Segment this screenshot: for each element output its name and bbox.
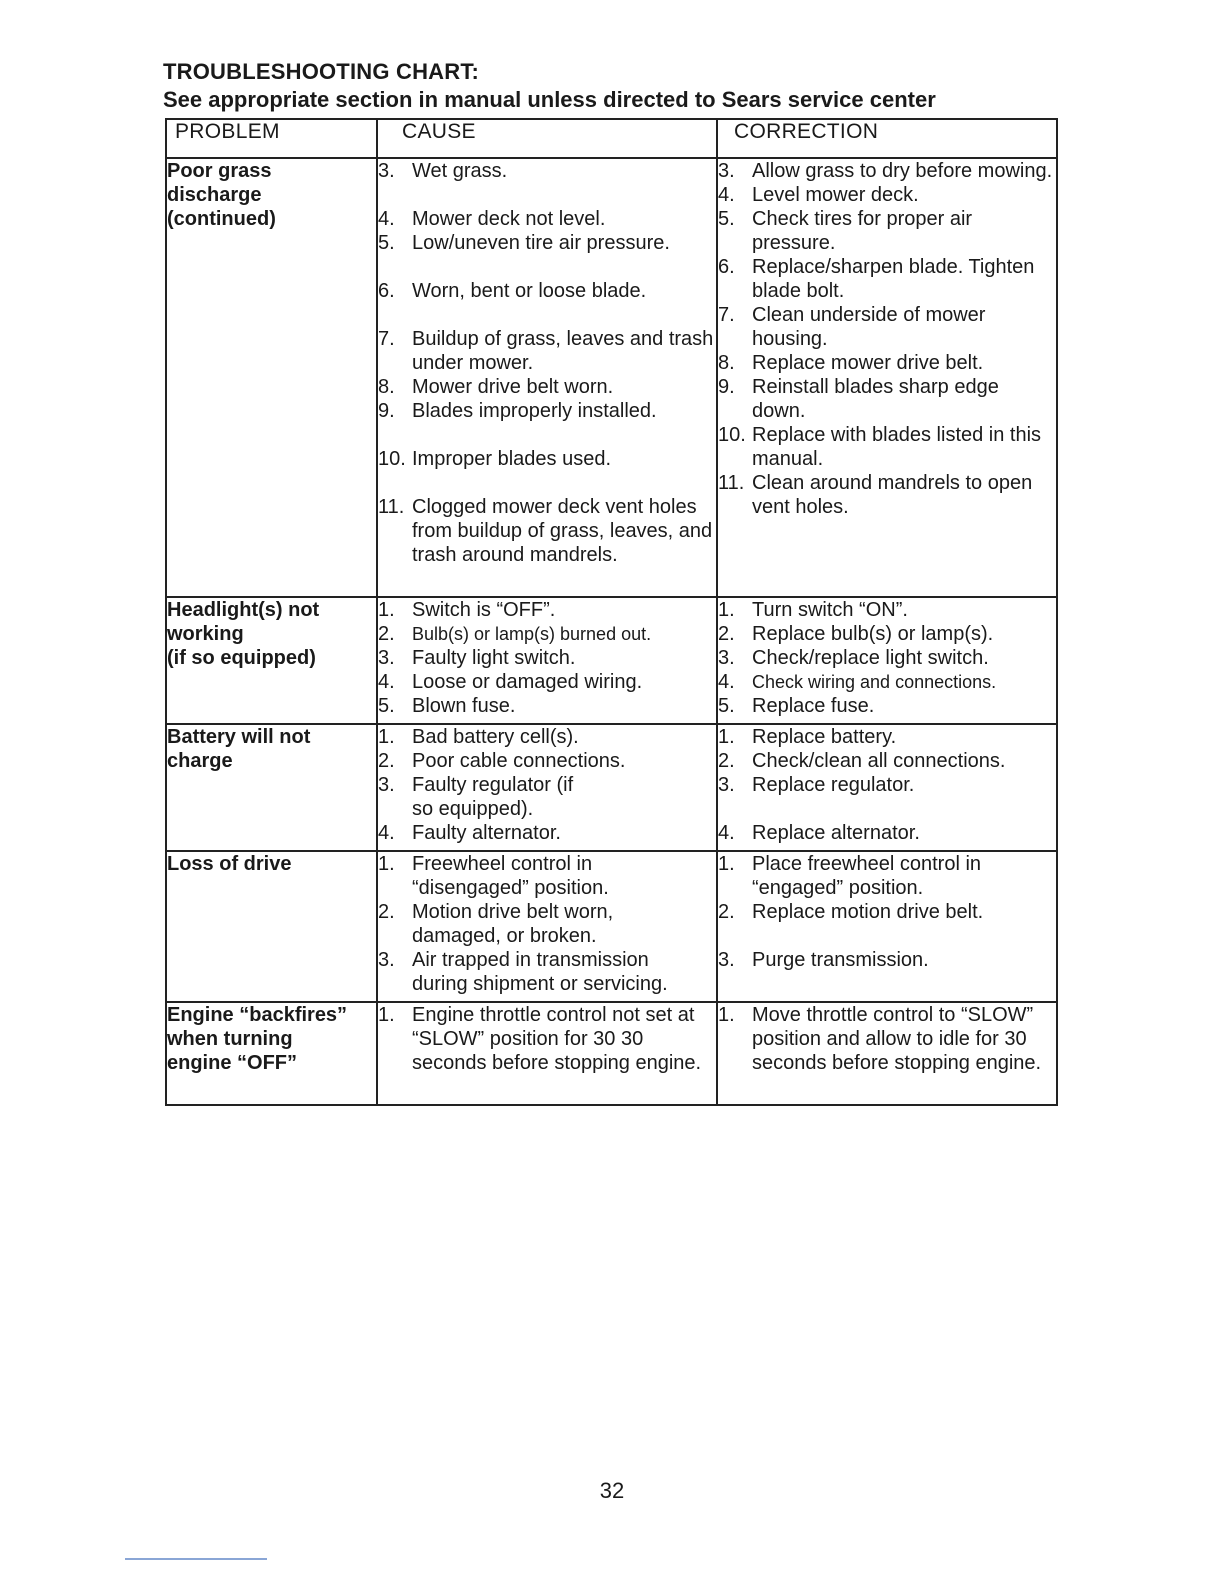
item-number: 3. bbox=[718, 774, 735, 796]
cause-item bbox=[378, 670, 716, 694]
cause-cell bbox=[377, 1002, 717, 1105]
cause-item bbox=[378, 598, 716, 622]
item-text: Clogged mower deck vent holes from buildup of grass, leaves, and trash around mandrels. bbox=[412, 496, 713, 566]
item-number: 3. bbox=[718, 949, 735, 971]
item-number: 8. bbox=[378, 376, 395, 398]
item-number: 4. bbox=[378, 208, 395, 230]
item-number: 1. bbox=[378, 599, 395, 621]
correction-item bbox=[718, 773, 1056, 797]
item-text: Replace mower drive belt. bbox=[752, 352, 984, 374]
item-text: Check/clean all connections. bbox=[752, 750, 1006, 772]
item-text: Place freewheel control in “engaged” position. bbox=[752, 853, 982, 899]
problem-line: Engine “backfires” bbox=[167, 1004, 348, 1026]
cause-item bbox=[378, 773, 716, 821]
cause-item bbox=[378, 821, 716, 845]
item-number: 10. bbox=[718, 424, 746, 446]
item-text: Poor cable connections. bbox=[412, 750, 626, 772]
item-text: Allow grass to dry before mowing. bbox=[752, 160, 1053, 182]
item-text: Clean around mandrels to open vent holes. bbox=[752, 472, 1033, 518]
cause-item bbox=[378, 622, 716, 646]
item-number: 5. bbox=[718, 695, 735, 717]
item-text: Air trapped in transmission during shipment or servicing. bbox=[412, 949, 668, 995]
item-text: Replace battery. bbox=[752, 726, 897, 748]
correction-item bbox=[718, 852, 1056, 900]
item-text: Low/uneven tire air pressure. bbox=[412, 232, 670, 254]
correction-item bbox=[718, 375, 1056, 423]
item-number: 7. bbox=[378, 328, 395, 350]
item-number: 2. bbox=[378, 623, 395, 645]
item-text: Level mower deck. bbox=[752, 184, 919, 206]
item-number: 11. bbox=[718, 472, 745, 494]
item-text: Reinstall blades sharp edge down. bbox=[752, 376, 999, 422]
problem-line: Headlight(s) not bbox=[167, 599, 320, 621]
problem-line: Battery will not bbox=[167, 726, 311, 748]
page-title: TROUBLESHOOTING CHART: bbox=[163, 59, 480, 84]
table-row bbox=[166, 851, 1057, 1002]
item-number: 3. bbox=[718, 647, 735, 669]
item-text: Replace bulb(s) or lamp(s). bbox=[752, 623, 994, 645]
item-text: Turn switch “ON”. bbox=[752, 599, 908, 621]
item-text: Bulb(s) or lamp(s) burned out. bbox=[412, 624, 652, 644]
correction-cell bbox=[717, 851, 1057, 1002]
table-row bbox=[166, 158, 1057, 597]
page-number: 32 bbox=[599, 1478, 625, 1503]
item-text: Freewheel control in “disengaged” position. bbox=[412, 853, 609, 899]
problem-line: Loss of drive bbox=[167, 853, 292, 875]
problem-line: charge bbox=[167, 750, 233, 772]
correction-item bbox=[718, 303, 1056, 351]
item-number: 3. bbox=[378, 647, 395, 669]
problem-line: (continued) bbox=[167, 208, 276, 230]
item-number: 8. bbox=[718, 352, 735, 374]
cause-item bbox=[378, 399, 716, 423]
item-number: 2. bbox=[718, 901, 735, 923]
chart-heading bbox=[163, 58, 1063, 114]
column-header-problem: PROBLEM bbox=[166, 119, 377, 158]
table-header-row bbox=[166, 119, 1057, 158]
item-text: Replace alternator. bbox=[752, 822, 920, 844]
correction-item bbox=[718, 423, 1056, 471]
cause-item bbox=[378, 948, 716, 996]
item-number: 5. bbox=[378, 695, 395, 717]
item-text: Check tires for proper air pressure. bbox=[752, 208, 973, 254]
item-number: 1. bbox=[718, 853, 735, 875]
table-row bbox=[166, 1002, 1057, 1105]
cause-cell bbox=[377, 158, 717, 597]
problem-cell bbox=[166, 597, 377, 724]
correction-cell bbox=[717, 724, 1057, 851]
item-number: 6. bbox=[378, 280, 395, 302]
item-number: 5. bbox=[378, 232, 395, 254]
cause-item bbox=[378, 749, 716, 773]
item-number: 2. bbox=[378, 901, 395, 923]
item-number: 3. bbox=[378, 160, 395, 182]
cause-item bbox=[378, 447, 716, 471]
correction-item bbox=[718, 646, 1056, 670]
item-text: Replace with blades listed in this manual. bbox=[752, 424, 1042, 470]
item-text: Switch is “OFF”. bbox=[412, 599, 556, 621]
item-number: 2. bbox=[378, 750, 395, 772]
item-number: 1. bbox=[718, 599, 735, 621]
cause-item bbox=[378, 495, 716, 567]
item-number: 4. bbox=[718, 184, 735, 206]
cause-item bbox=[378, 900, 716, 948]
item-text: Engine throttle control not set at “SLOW” position for 30 30 seconds before stopping engine. bbox=[412, 1004, 702, 1074]
cause-item bbox=[378, 852, 716, 900]
item-text: Faulty regulator (if so equipped). bbox=[412, 774, 574, 820]
correction-item bbox=[718, 471, 1056, 519]
cause-item bbox=[378, 327, 716, 375]
problem-cell bbox=[166, 158, 377, 597]
problem-line: (if so equipped) bbox=[167, 647, 316, 669]
item-text: Improper blades used. bbox=[412, 448, 612, 470]
item-text: Worn, bent or loose blade. bbox=[412, 280, 647, 302]
problem-cell bbox=[166, 851, 377, 1002]
problem-cell bbox=[166, 1002, 377, 1105]
item-number: 4. bbox=[718, 671, 735, 693]
cause-item bbox=[378, 694, 716, 718]
problem-cell bbox=[166, 724, 377, 851]
item-number: 4. bbox=[718, 822, 735, 844]
item-number: 1. bbox=[378, 853, 395, 875]
item-text: Bad battery cell(s). bbox=[412, 726, 579, 748]
item-text: Replace/sharpen blade. Tighten blade bolt. bbox=[752, 256, 1035, 302]
correction-item bbox=[718, 900, 1056, 924]
cause-cell bbox=[377, 724, 717, 851]
item-number: 3. bbox=[378, 949, 395, 971]
correction-item bbox=[718, 207, 1056, 255]
item-text: Move throttle control to “SLOW” position and allow to idle for 30 seconds before stopping engine. bbox=[752, 1004, 1042, 1074]
cause-item bbox=[378, 1003, 716, 1075]
cause-item bbox=[378, 279, 716, 303]
item-text: Check/replace light switch. bbox=[752, 647, 989, 669]
item-number: 9. bbox=[378, 400, 395, 422]
page-subtitle: See appropriate section in manual unless directed to Sears service center bbox=[163, 87, 936, 112]
item-text: Mower deck not level. bbox=[412, 208, 606, 230]
item-text: Replace regulator. bbox=[752, 774, 915, 796]
item-text: Replace motion drive belt. bbox=[752, 901, 984, 923]
correction-item bbox=[718, 183, 1056, 207]
column-header-correction: CORRECTION bbox=[717, 119, 1057, 158]
cause-item bbox=[378, 646, 716, 670]
item-text: Blades improperly installed. bbox=[412, 400, 657, 422]
problem-line: when turning bbox=[167, 1028, 293, 1050]
item-number: 3. bbox=[378, 774, 395, 796]
troubleshooting-table bbox=[165, 118, 1058, 1106]
item-text: Buildup of grass, leaves and trash under mower. bbox=[412, 328, 714, 374]
item-text: Replace fuse. bbox=[752, 695, 875, 717]
item-text: Check wiring and connections. bbox=[752, 672, 997, 692]
item-number: 7. bbox=[718, 304, 735, 326]
problem-line: discharge bbox=[167, 184, 262, 206]
item-number: 11. bbox=[378, 496, 405, 518]
correction-item bbox=[718, 1003, 1056, 1075]
cause-item bbox=[378, 375, 716, 399]
item-text: Faulty light switch. bbox=[412, 647, 576, 669]
item-number: 9. bbox=[718, 376, 735, 398]
item-number: 10. bbox=[378, 448, 406, 470]
item-number: 1. bbox=[378, 1004, 395, 1026]
item-number: 2. bbox=[718, 623, 735, 645]
item-number: 5. bbox=[718, 208, 735, 230]
correction-item bbox=[718, 694, 1056, 718]
cause-cell bbox=[377, 597, 717, 724]
problem-line: Poor grass bbox=[167, 160, 272, 182]
problem-line: engine “OFF” bbox=[167, 1052, 297, 1074]
correction-item bbox=[718, 749, 1056, 773]
item-text: Loose or damaged wiring. bbox=[412, 671, 643, 693]
column-header-cause: CAUSE bbox=[377, 119, 717, 158]
correction-item bbox=[718, 670, 1056, 694]
item-text: Purge transmission. bbox=[752, 949, 929, 971]
cause-item bbox=[378, 231, 716, 255]
correction-item bbox=[718, 622, 1056, 646]
correction-item bbox=[718, 948, 1056, 972]
correction-item bbox=[718, 255, 1056, 303]
correction-cell bbox=[717, 1002, 1057, 1105]
item-text: Clean underside of mower housing. bbox=[752, 304, 986, 350]
correction-cell bbox=[717, 158, 1057, 597]
problem-line: working bbox=[167, 623, 244, 645]
item-number: 6. bbox=[718, 256, 735, 278]
cause-item bbox=[378, 159, 716, 183]
item-text: Faulty alternator. bbox=[412, 822, 561, 844]
correction-item bbox=[718, 159, 1056, 183]
cause-cell bbox=[377, 851, 717, 1002]
cause-item bbox=[378, 725, 716, 749]
cause-item bbox=[378, 207, 716, 231]
item-text: Mower drive belt worn. bbox=[412, 376, 614, 398]
correction-item bbox=[718, 725, 1056, 749]
item-number: 1. bbox=[718, 1004, 735, 1026]
item-number: 4. bbox=[378, 671, 395, 693]
correction-item bbox=[718, 821, 1056, 845]
correction-item bbox=[718, 351, 1056, 375]
item-number: 2. bbox=[718, 750, 735, 772]
item-text: Blown fuse. bbox=[412, 695, 516, 717]
item-text: Wet grass. bbox=[412, 160, 508, 182]
item-number: 1. bbox=[718, 726, 735, 748]
item-number: 3. bbox=[718, 160, 735, 182]
footer-divider bbox=[125, 1558, 267, 1560]
correction-cell bbox=[717, 597, 1057, 724]
item-number: 4. bbox=[378, 822, 395, 844]
item-number: 1. bbox=[378, 726, 395, 748]
table-row bbox=[166, 597, 1057, 724]
item-text: Motion drive belt worn, damaged, or broken. bbox=[412, 901, 614, 947]
table-row bbox=[166, 724, 1057, 851]
correction-item bbox=[718, 598, 1056, 622]
